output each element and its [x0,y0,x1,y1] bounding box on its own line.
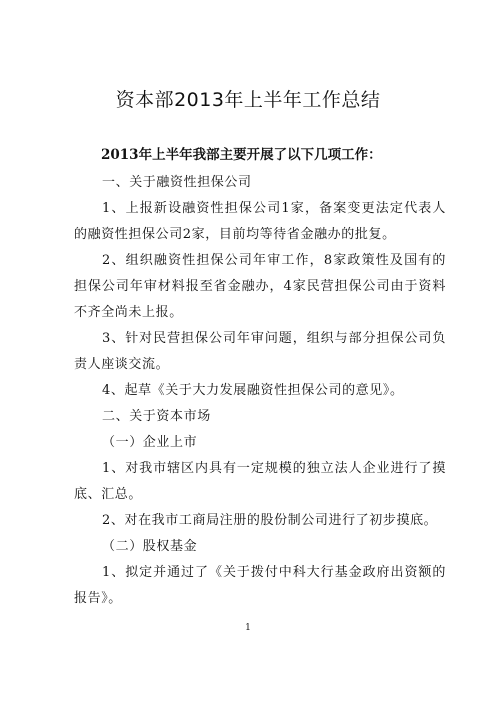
paragraph-listing-1: 1、对我市辖区内具有一定规模的独立法人企业进行了摸底、汇总。 [74,461,446,502]
page-number: 1 [245,623,251,633]
paragraph-listing-2: 2、对在我市工商局注册的股份制公司进行了初步摸底。 [102,513,438,528]
section-heading-capital-market: 二、关于资本市场 [102,409,211,424]
intro-line: 2013年上半年我部主要开展了以下几项工作： [101,147,382,163]
document-title: 资本部2013年上半年工作总结 [115,89,381,111]
paragraph-item-2: 2、组织融资性担保公司年审工作，8家政策性及国有的担保公司年审材料报至省金融办，4家民营担保公司由于资料不齐全尚未上报。 [74,253,446,320]
paragraph-item-4: 4、起草《关于大力发展融资性担保公司的意见》。 [102,383,404,398]
subsection-heading-listing: （一）企业上市 [102,435,198,450]
paragraph-item-1: 1、上报新设融资性担保公司1家，备案变更法定代表人的融资性担保公司2家，目前均等待省金融办的批复。 [74,201,446,242]
section-heading-guarantee: 一、关于融资性担保公司 [102,175,252,190]
subsection-heading-equity-fund: （二）股权基金 [102,539,198,554]
paragraph-fund-1: 1、拟定并通过了《关于拨付中科大行基金政府出资额的报告》。 [74,565,446,606]
paragraph-item-3: 3、针对民营担保公司年审问题，组织与部分担保公司负责人座谈交流。 [74,331,446,372]
